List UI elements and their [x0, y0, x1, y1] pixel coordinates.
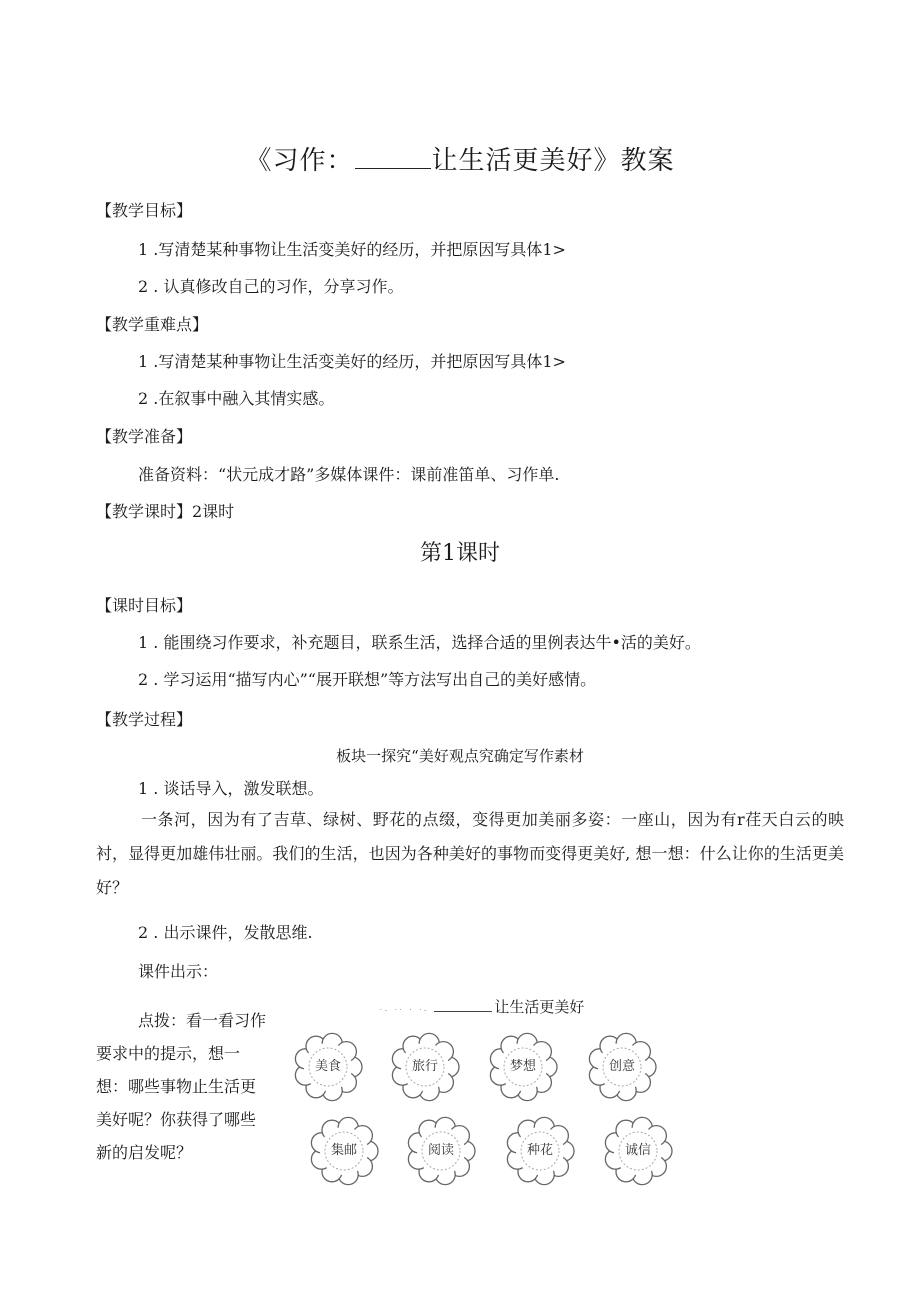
- flower-label: 种花: [526, 1143, 553, 1158]
- goal-item-1: 1 .写清楚某种事物让生活变美好的经历，并把原因写具体1>: [138, 240, 566, 259]
- flower-label: 梦想: [509, 1059, 536, 1074]
- hours-heading: 【教学课时】2课时: [96, 502, 235, 521]
- module-title: 板块一探究“美好观点究确定写作素材: [336, 747, 584, 765]
- title-blank: [355, 146, 431, 169]
- difficulties-heading: 【教学重难点】: [96, 315, 209, 334]
- step-2: 2 . 出示课件，发散思维.: [138, 923, 313, 942]
- flower-1-2: [390, 1032, 460, 1102]
- step-1: 1 . 谈话导入，激发联想。: [138, 779, 324, 798]
- flower-label: 旅行: [411, 1059, 438, 1074]
- flower-label: 集邮: [330, 1143, 357, 1158]
- lesson-goal-2: 2 . 学习运用“描写内心”“展开联想”等方法写出自己的美好感情。: [138, 670, 597, 689]
- flower-2-4: [603, 1116, 673, 1186]
- lesson-goal-1: 1 . 能围绕习作要求，补充题目，联系生活，选择合适的里例表达牛•活的美好。: [138, 633, 701, 652]
- courseware-label: 课件出示：: [138, 962, 219, 981]
- flower-label: 美食: [314, 1059, 341, 1074]
- difficulty-item-2: 2 .在叙事中融入其情实感。: [138, 389, 335, 408]
- process-heading: 【教学过程】: [96, 710, 193, 729]
- figure-title-text: 让生活更美好: [494, 998, 585, 1016]
- flower-label: 诚信: [624, 1143, 651, 1158]
- document-title: [0, 140, 920, 177]
- figure-title-dots: ·- ·· · ·-: [380, 1007, 430, 1014]
- difficulty-item-1: 1 .写清楚某种事物让生活变美好的经历，并把原因写具体1>: [138, 352, 566, 371]
- figure-title-blank: [434, 999, 492, 1012]
- hint-text: 点拨：看一看习作要求中的提示，想一想：哪些事物止生活更美好呢？你获得了哪些新的启发呢？: [96, 1011, 267, 1162]
- flower-1-4: [587, 1032, 657, 1102]
- lesson-title: 第1课时: [420, 541, 500, 566]
- prep-text: 准备资料：“状元成才路”多媒体课件：课前准笛单、习作单.: [138, 465, 560, 484]
- flower-label: 创意: [608, 1059, 635, 1074]
- flower-2-2: [406, 1116, 476, 1186]
- flower-2-1: [309, 1116, 379, 1186]
- flower-1-1: [293, 1032, 363, 1102]
- flower-2-3: [505, 1116, 575, 1186]
- title-suffix: 让生活更美好》教案: [431, 146, 675, 176]
- prep-heading: 【教学准备】: [96, 427, 193, 446]
- intro-paragraph: 一条河，因为有了吉草、绿树、野花的点缀，变得更加美丽多姿：一座山，因为有r荏天白云的映衬，显得更加雄伟壮丽。我们的生活，也因为各种美好的事物而变得更美好, 想一想：什么让你的生活更美好？: [96, 810, 844, 897]
- title-prefix: 《习作：: [245, 146, 354, 176]
- goals-heading: 【教学目标】: [96, 201, 193, 220]
- lesson-goals-heading: 【课时目标】: [96, 596, 193, 615]
- flower-label: 阅读: [427, 1143, 454, 1158]
- goal-item-2: 2 . 认真修改自己的习作，分享习作。: [138, 277, 404, 296]
- flower-1-3: [488, 1032, 558, 1102]
- figure-title: [380, 996, 584, 1017]
